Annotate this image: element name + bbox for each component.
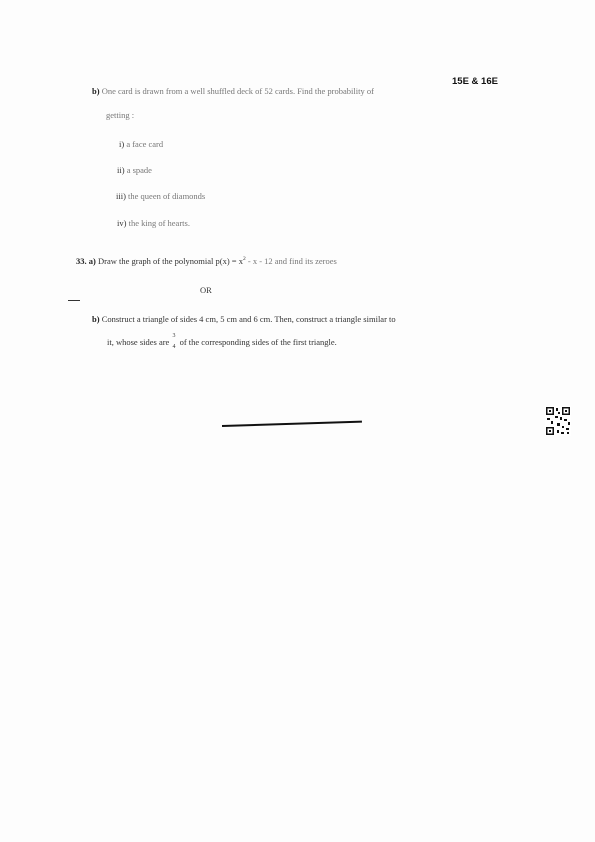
q-b-item-2-num: ii) [117,165,125,175]
q-b-item-3 [116,191,205,201]
q33-exponent: 2 [242,256,246,263]
q33-part-a-text: Draw the graph of the polynomial p(x) = x [97,256,243,266]
q33-part-b-line1 [92,314,396,324]
q-b-item-2-text: a spade [126,165,152,175]
q33-part-b-line2 [107,333,337,351]
q-b-item-1-text: a face card [126,139,164,149]
q-b-item-1-num: i) [119,139,125,149]
q-b-text-line1: One card is drawn from a well shuffled deck of 52 cards. Find the probability of [101,86,374,96]
margin-dash [68,300,80,301]
q33-part-a-label: a) [88,256,96,266]
q33-part-b-label: b) [92,314,100,324]
q33-part-b-text-line2b: of the corresponding sides of the first triangle. [179,337,337,347]
q-b-item-4-num: iv) [117,218,127,228]
q-b-text-line2: getting : [106,110,135,120]
q-b-label: b) [92,86,100,96]
q33-part-a [76,256,337,266]
q33-part-a-rest: - x - 12 and find its zeroes [247,256,337,266]
q33-part-b-text-line2a: it, whose sides are [107,337,170,347]
end-of-paper-rule [222,421,362,427]
q-b-item-3-num: iii) [116,191,126,201]
q-b-item-3-text: the queen of diamonds [128,191,206,201]
q33-part-b-text-line1: Construct a triangle of sides 4 cm, 5 cm and 6 cm. Then, construct a triangle similar to [101,314,396,324]
fraction-denominator: 4 [172,344,176,351]
q-b-line1 [92,86,374,96]
q-b-item-4 [117,218,190,228]
q33-or: OR [200,285,212,295]
q33-number: 33. [76,256,87,266]
fraction-three-quarters [171,333,177,351]
q-b-item-2 [117,165,152,175]
q-b-item-1 [119,139,163,149]
qr-code-icon [545,406,571,436]
fraction-numerator: 3 [172,333,176,340]
paper-code: 15E & 16E [452,76,498,87]
q-b-item-4-text: the king of hearts. [128,218,190,228]
